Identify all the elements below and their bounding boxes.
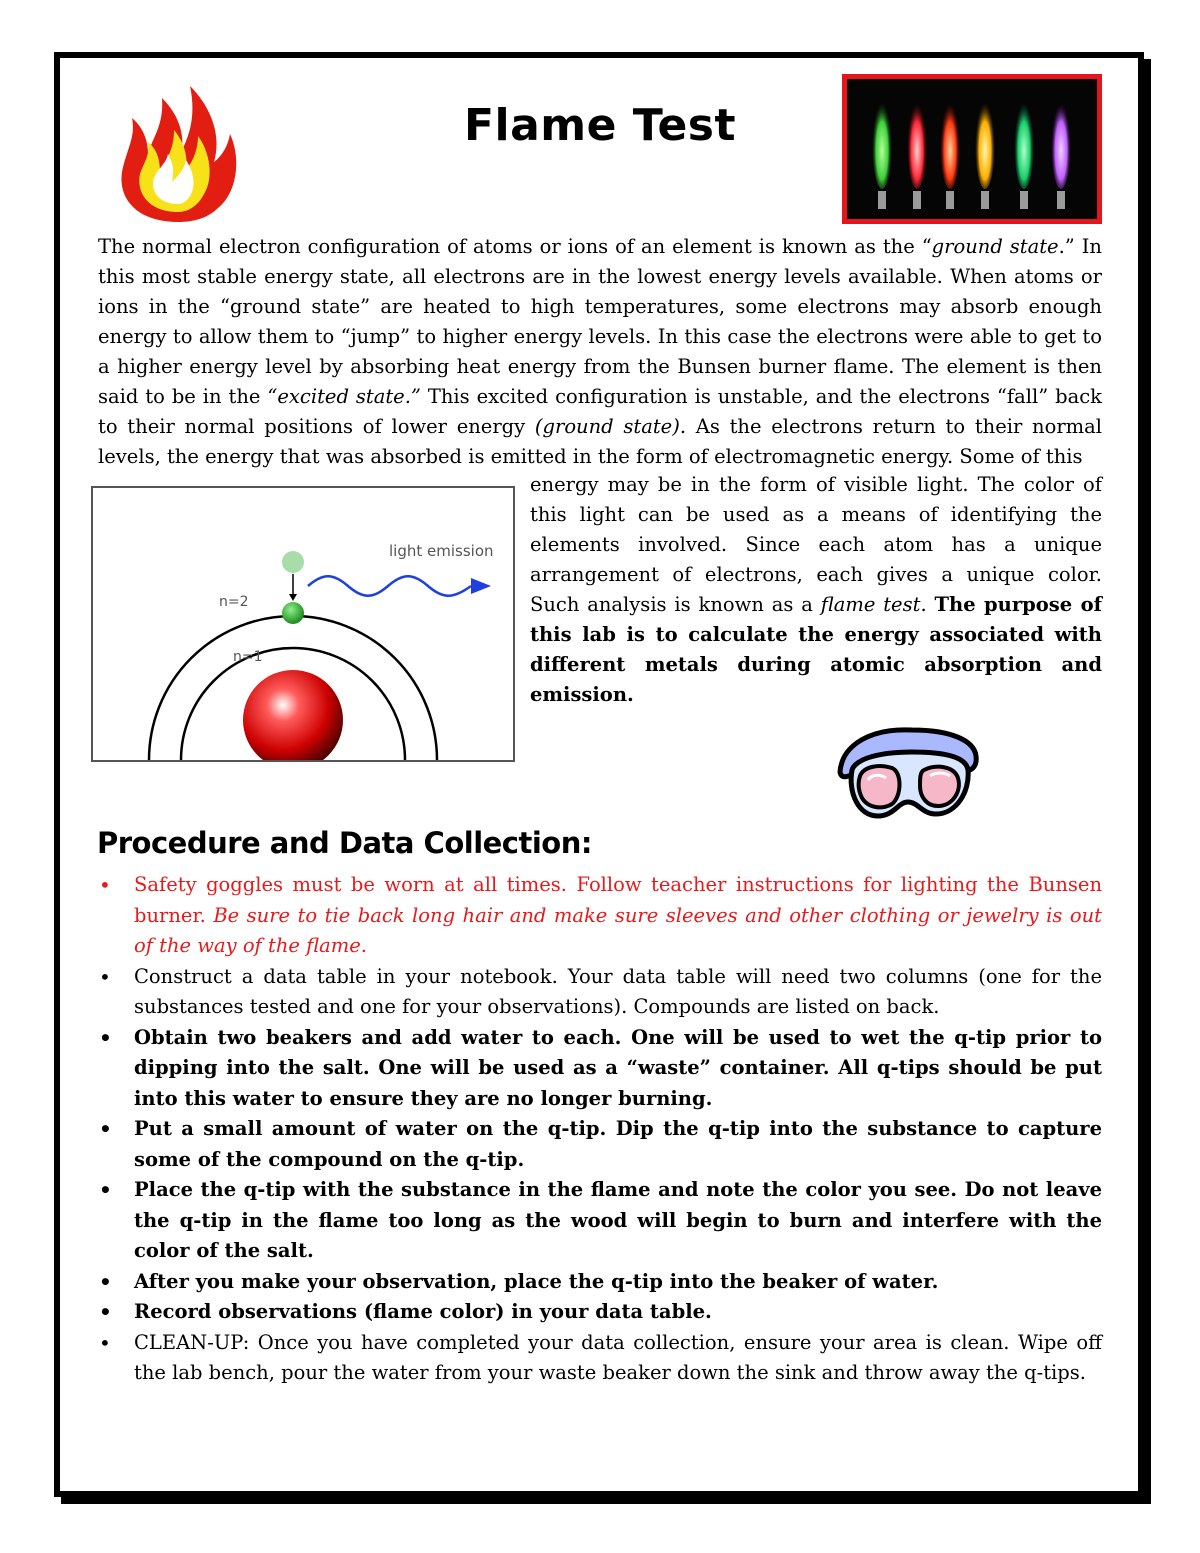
list-item: • Record observations (flame color) in your data table. — [97, 1297, 1102, 1328]
flame-icon — [118, 80, 238, 225]
transition-arrowhead — [289, 594, 297, 601]
lab-purpose: The purpose of this lab is to calculate the energy associated with different metals during atomic absorption and emission. — [530, 593, 1102, 706]
list-item: • Safety goggles must be worn at all times. Follow teacher instructions for lighting the Bunsen burner. Be sure to tie back long hair and make sure sleeves and other clothing or jewelry is out of the way of the flame. — [97, 870, 1102, 962]
burner-flame-4 — [975, 93, 995, 209]
burner-flame-6 — [1051, 93, 1071, 209]
n2-label: n=2 — [219, 594, 249, 610]
flame-colors-photo — [842, 74, 1102, 224]
list-item: • Put a small amount of water on the q-tip. Dip the q-tip into the substance to capture some of the compound on the q-tip. — [97, 1114, 1102, 1175]
burner-flame-1 — [872, 93, 892, 209]
electron-transition-diagram — [91, 486, 515, 762]
list-item: • Construct a data table in your notebook. Your data table will need two columns (one for the substances tested and one for your observations). Compounds are listed on back. — [97, 962, 1102, 1023]
emission-wave — [308, 576, 471, 596]
excited-electron — [282, 551, 304, 573]
ground-electron — [282, 602, 304, 624]
light-emission-label: light emission — [389, 542, 494, 560]
safety-goggles-icon — [832, 722, 982, 827]
page-title: Flame Test — [463, 100, 737, 151]
nucleus — [243, 670, 343, 760]
procedure-heading: Procedure and Data Collection: — [97, 826, 592, 860]
burner-flame-3 — [940, 93, 960, 209]
intro-paragraph-continued: energy may be in the form of visible light. The color of this light can be used as a means of identifying the elements involved. Since each atom has a unique arrangement of electrons, each gives a unique color. Such analysis is known as a flame test. The purpose of this lab is to calculate the energy associated with different metals during atomic absorption and emission. — [530, 473, 1102, 706]
procedure-list — [97, 870, 1102, 1389]
intro-paragraph: The normal electron configuration of atoms or ions of an element is known as the “ground state.” In this most stable energy state, all electrons are in the lowest energy levels available. When atoms or ions in the “ground state” are heated to high temperatures, some electrons may absorb enough energy to allow them to “jump” to higher energy levels. In this case the electrons were able to get to a higher energy level by absorbing heat energy from the Bunsen burner flame. The element is then said to be in the “excited state.” This excited configuration is unstable, and the electrons “fall” back to their normal positions of lower energy (ground state). As the electrons return to their normal levels, the energy that was absorbed is emitted in the form of electromagnetic energy. Some of this — [98, 235, 1103, 468]
list-item: • CLEAN-UP: Once you have completed your data collection, ensure your area is clean. Wipe off the lab bench, pour the water from your waste beaker down the sink and throw away the q-tips. — [97, 1328, 1102, 1389]
n1-label: n=1 — [233, 649, 263, 665]
emission-arrowhead — [471, 578, 491, 594]
list-item: • Obtain two beakers and add water to each. One will be used to wet the q-tip prior to dipping into the salt. One will be used as a “waste” container. All q-tips should be put into this water to ensure they are no longer burning. — [97, 1023, 1102, 1115]
burner-flame-5 — [1014, 93, 1034, 209]
list-item: • After you make your observation, place the q-tip into the beaker of water. — [97, 1267, 1102, 1298]
burner-flame-2 — [907, 93, 927, 209]
list-item: • Place the q-tip with the substance in the flame and note the color you see. Do not leave the q-tip in the flame too long as the wood will begin to burn and interfere with the color of the salt. — [97, 1175, 1102, 1267]
